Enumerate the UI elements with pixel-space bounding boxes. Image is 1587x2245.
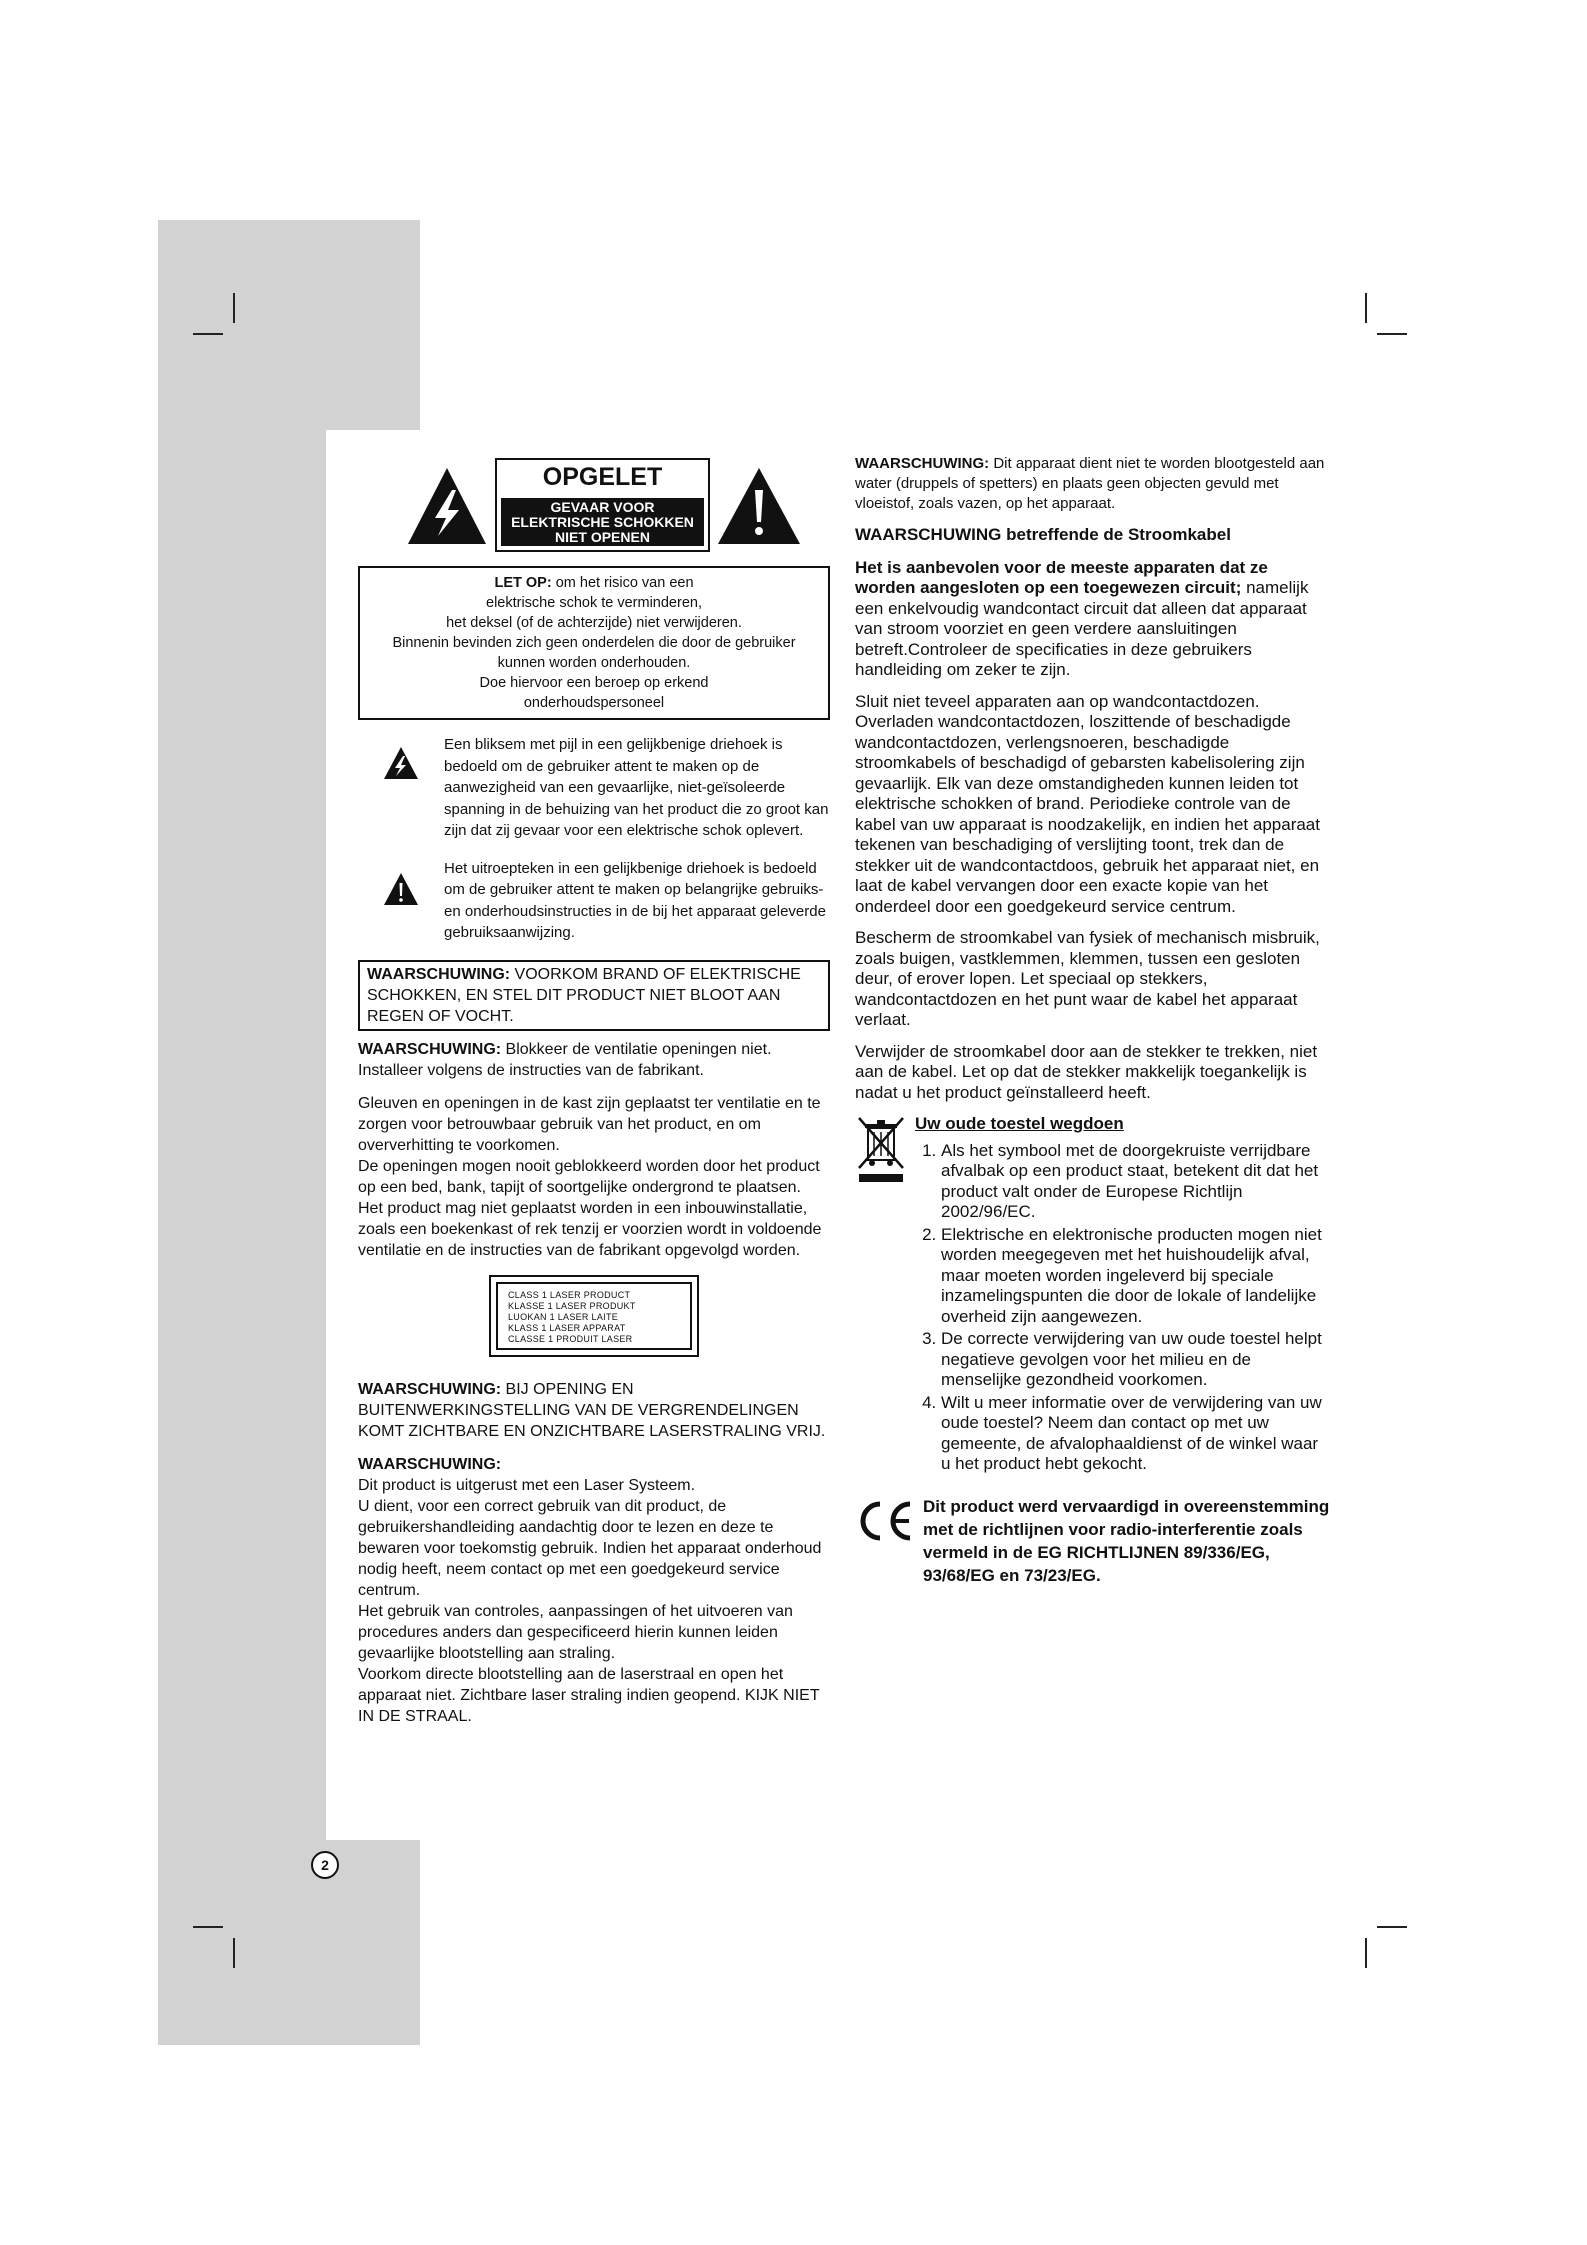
power-cord-paragraph: Het is aanbevolen voor de meeste apparaten dat ze worden aangesloten op een toegewezen circuit; namelijk een enkelvoudig wandcontact circuit dat alleen dat apparaat van stroom voorziet en geen verdere aansluitingen betreft.Controleer de specificaties in deze gebruikers handleiding om zeker te zijn. bbox=[855, 557, 1309, 679]
laser-warning: WAARSCHUWING: Dit product is uitgerust met een Laser Systeem. U dient, voor een correct gebruik van dit product, de gebruikershandleiding aandachtig door te lezen en deze te bewaren voor toekomstig gebruik. Indien het apparaat onderhoud nodig heeft, neem contact op met een goedgekeurd service centrum. Het gebruik van controles, aanpassingen of het uitvoeren van procedures anders dan gespecificeerd hierin kunnen leiden gevaarlijke blootstelling aan straling. Voorkom directe blootstelling aan de laserstraal en open het apparaat niet. Zichtbare laser straling indien geopend. KIJK NIET IN DE STRAAL. bbox=[358, 1455, 822, 1725]
opening-warning: WAARSCHUWING: BIJ OPENING EN BUITENWERKINGSTELLING VAN DE VERGRENDELINGEN KOMT ZICHTBARE EN ONZICHTBARE LASERSTRALING VRIJ. bbox=[358, 1380, 826, 1440]
letop-notice: LET OP: om het risico van een elektrische schok te verminderen, het deksel (of de achterzijde) niet verwijderen. Binnenin bevinden zich geen onderdelen die door de gebruiker kunnen worden onderhouden. Doe hiervoor een beroep op erkend onderhoudspersoneel bbox=[358, 566, 830, 720]
ce-conformity bbox=[855, 1495, 1331, 1587]
list-item: 3. De correcte verwijdering van uw oude toestel helpt negatieve gevolgen voor het milieu en de menselijke gezondheid voorkomen. bbox=[941, 1329, 1331, 1391]
opgelet-title: OPGELET bbox=[542, 463, 663, 491]
opgelet-box bbox=[495, 458, 710, 552]
ce-mark-icon bbox=[855, 1499, 915, 1543]
laser-product-label: CLASS 1 LASER PRODUCT KLASSE 1 LASER PRODUKT LUOKAN 1 LASER LAITE KLASS 1 LASER APPARAT CLASSE 1 PRODUIT LASER bbox=[358, 1275, 830, 1357]
ce-text: Dit product werd vervaardigd in overeenstemming met de richtlijnen voor radio-interferentie zoals vermeld in de EG RICHTLIJNEN 89/336/EG, 93/68/EG en 73/23/EG. bbox=[923, 1496, 1330, 1585]
ventilation-paragraph: De openingen mogen nooit geblokkeerd worden door het product op een bed, bank, tapijt of soortgelijke ondergrond te plaatsen. Het product mag niet geplaatst worden in een inbouwinstallatie, zoals een boekenkast of rek tenzij er voorzien wordt in voldoende ventilatie en de instructies van de fabrikant opgevolgd worden. bbox=[358, 1157, 822, 1259]
disposal-title: Uw oude toestel wegdoen bbox=[915, 1114, 1124, 1133]
page-number: 2 bbox=[311, 1851, 339, 1879]
lightning-warning-icon bbox=[383, 746, 419, 780]
power-cord-heading: WAARSCHUWING betreffende de Stroomkabel bbox=[855, 525, 1231, 544]
exclamation-warning-icon bbox=[383, 872, 419, 906]
power-cord-paragraph: Bescherm de stroomkabel van fysiek of mechanisch misbruik, zoals buigen, vastklemmen, klemmen, tussen een gesloten deur, of erover lopen. Let speciaal op stekkers, wandcontactdozen en het punt waar de kabel het apparaat verlaat. bbox=[855, 928, 1320, 1029]
exclamation-warning-icon bbox=[716, 466, 802, 546]
crop-mark bbox=[193, 1926, 223, 1928]
power-cord-paragraph: Sluit niet teveel apparaten aan op wandcontactdozen. Overladen wandcontactdozen, loszittende of beschadigde wandcontactdozen, verlengsnoeren, beschadigde stroomkabels of beschadigd of gebarsten kabelisolering zijn gevaarlijk. Elk van deze omstandigheden kunnen leiden tot elektrische schokken of brand. Periodieke controle van de kabel van uw apparaat is noodzakelijk, en indien het apparaat tekenen van beschadiging of verslijting toont, trek dan de stekker uit de wandcontactdoos, gebruik het apparaat niet, en laat de kabel vervangen door een exacte kopie van het onderdeel door een goedgekeurd service centrum. bbox=[855, 691, 1320, 916]
crop-mark bbox=[193, 333, 223, 335]
crop-mark bbox=[1377, 333, 1407, 335]
exclamation-symbol-explanation: Het uitroepteken in een gelijkbenige driehoek is bedoeld om de gebruiker attent te maken op belangrijke gebruiks- en onderhoudsinstructies in de bij het apparaat geleverde gebruiksaanwijzing. bbox=[358, 858, 830, 944]
fire-warning-box: WAARSCHUWING: VOORKOM BRAND OF ELEKTRISCHE SCHOKKEN, EN STEL DIT PRODUCT NIET BLOOT AAN REGEN OF VOCHT. bbox=[358, 960, 830, 1031]
power-cord-paragraph: Verwijder de stroomkabel door aan de stekker te trekken, niet aan de kabel. Let op dat de stekker makkelijk toegankelijk is nadat u het product geïnstalleerd heeft. bbox=[855, 1041, 1318, 1102]
crop-mark bbox=[1377, 1926, 1407, 1928]
lightning-warning-icon bbox=[406, 466, 488, 546]
ventilation-paragraph: Gleuven en openingen in de kast zijn geplaatst ter ventilatie en te zorgen voor betrouwbaar gebruik van het product, en om oververhitting te voorkomen. bbox=[358, 1094, 821, 1154]
disposal-section bbox=[855, 1114, 1331, 1477]
left-column bbox=[358, 458, 830, 1727]
right-column bbox=[855, 454, 1331, 1587]
water-warning: WAARSCHUWING: Dit apparaat dient niet te worden blootgesteld aan water (druppels of spetters) en plaats geen objecten gevuld met vloeistof, zoals vazen, op het apparaat. bbox=[855, 455, 1325, 512]
list-item: 4. Wilt u meer informatie over de verwijdering van uw oude toestel? Neem dan contact op met uw gemeente, de afvalophaaldienst of de winkel waar u het product hebt gekocht. bbox=[941, 1393, 1331, 1475]
lightning-symbol-explanation: Een bliksem met pijl in een gelijkbenige driehoek is bedoeld om de gebruiker attent te maken op de aanwezigheid van een gevaarlijke, niet-geïsoleerde spanning in de behuizing van het product die zo groot kan zijn dat zij gevaar voor een elektrische schok oplevert. bbox=[358, 734, 830, 842]
crop-mark bbox=[1365, 1938, 1367, 1968]
opgelet-subtitle: GEVAAR VOOR ELEKTRISCHE SCHOKKEN NIET OPENEN bbox=[501, 498, 704, 546]
crop-mark bbox=[1365, 293, 1367, 323]
crop-mark bbox=[233, 293, 235, 323]
ventilation-warning: WAARSCHUWING: Blokkeer de ventilatie openingen niet. Installeer volgens de instructies van de fabrikant. bbox=[358, 1040, 772, 1079]
list-item: 2. Elektrische en elektronische producten mogen niet worden meegegeven met het huishoudelijk afval, maar moeten worden ingeleverd bij speciale inzamelingspunten die door de lokale of landelijke overheid zijn aangewezen. bbox=[941, 1225, 1331, 1328]
crossed-bin-icon bbox=[855, 1114, 909, 1186]
crop-mark bbox=[233, 1938, 235, 1968]
opgelet-header bbox=[358, 458, 830, 566]
disposal-list bbox=[915, 1141, 1331, 1475]
list-item: 1. Als het symbool met de doorgekruiste verrijdbare afvalbak op een product staat, betekent dit dat het product valt onder de Europese Richtlijn 2002/96/EC. bbox=[941, 1141, 1331, 1223]
